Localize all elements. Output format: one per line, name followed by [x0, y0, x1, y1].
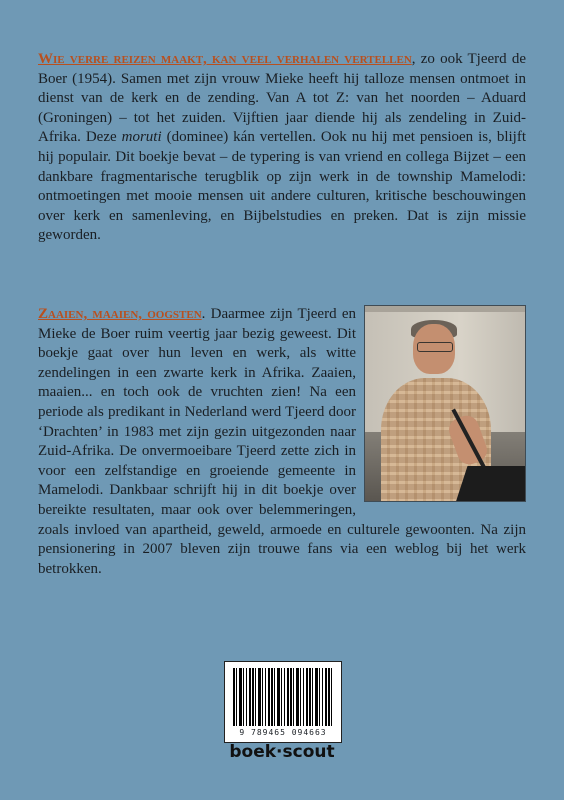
publisher-logo [224, 742, 340, 762]
publisher-part2: scout [282, 742, 335, 762]
publisher-part1: boek [229, 742, 277, 762]
second-text: . Daarmee zijn Tjeerd en Mieke de Boer ruim veertig jaar bezig geweest. Dit boekje gaat over hun leven en werk, als witte zendelingen in een zwarte kerk in Afrika. Zaaien, maaien... en toch ook de vruchten zien! Na een periode als predikant in Nederland werd Tjeerd door ‘Drachten’ in 1983 met zijn gezin uitgezonden naar Zuid-Afrika. De onvermoeibare Tjeerd zette zich in voor een zelfstandige en groeiende gemeente in Mamelodi. Dankbaar schrijft hij in dit boekje over bereikte resultaten, maar ook over belemmeringen, zoals invloed van apartheid, geweld, armoede en culturele gewoonten. Na zijn pensionering in 2007 bleven zijn trouwe fans via een weblog bij het werk betrokken. [38, 306, 526, 577]
intro-text-1: , zo ook Tjeerd de Boer (1954). Samen met zijn vrouw Mieke heeft hij talloze mensen ontmoet in dienst van de kerk en de zending. Van A tot Z: van het noorden – Aduard (Groningen) – tot het zuiden. Vijftien jaar diende hij als zendeling in Zuid-Afrika. Deze [38, 51, 526, 146]
intro-text-2: (dominee) kán vertellen. Ook nu hij met pensioen is, blijft hij populair. Dit boekje bevat – de typering is van vriend en collega Bijzet – een dankbare fragmentarische terugblik op zijn werk in de township Mamelodi: ontmoetingen met mooie mensen uit andere culturen, kritische beschouwingen over kerk en samenleving, en Bijbelstudies en preken. Dat is zijn missie geworden. [38, 129, 526, 244]
intro-lead: Wie verre reizen maakt, kan veel verhalen vertellen [38, 51, 412, 67]
second-paragraph [38, 305, 526, 579]
publisher-dot: · [276, 742, 283, 762]
barcode [224, 661, 342, 743]
lectern [455, 466, 526, 502]
intro-emphasis: moruti [121, 129, 162, 146]
second-lead: Zaaien, maaien, oogsten [38, 306, 202, 322]
author-photo [364, 305, 526, 502]
barcode-bars [233, 668, 333, 726]
intro-paragraph [38, 50, 526, 246]
isbn-number: 9 789465 094663 [239, 728, 327, 737]
